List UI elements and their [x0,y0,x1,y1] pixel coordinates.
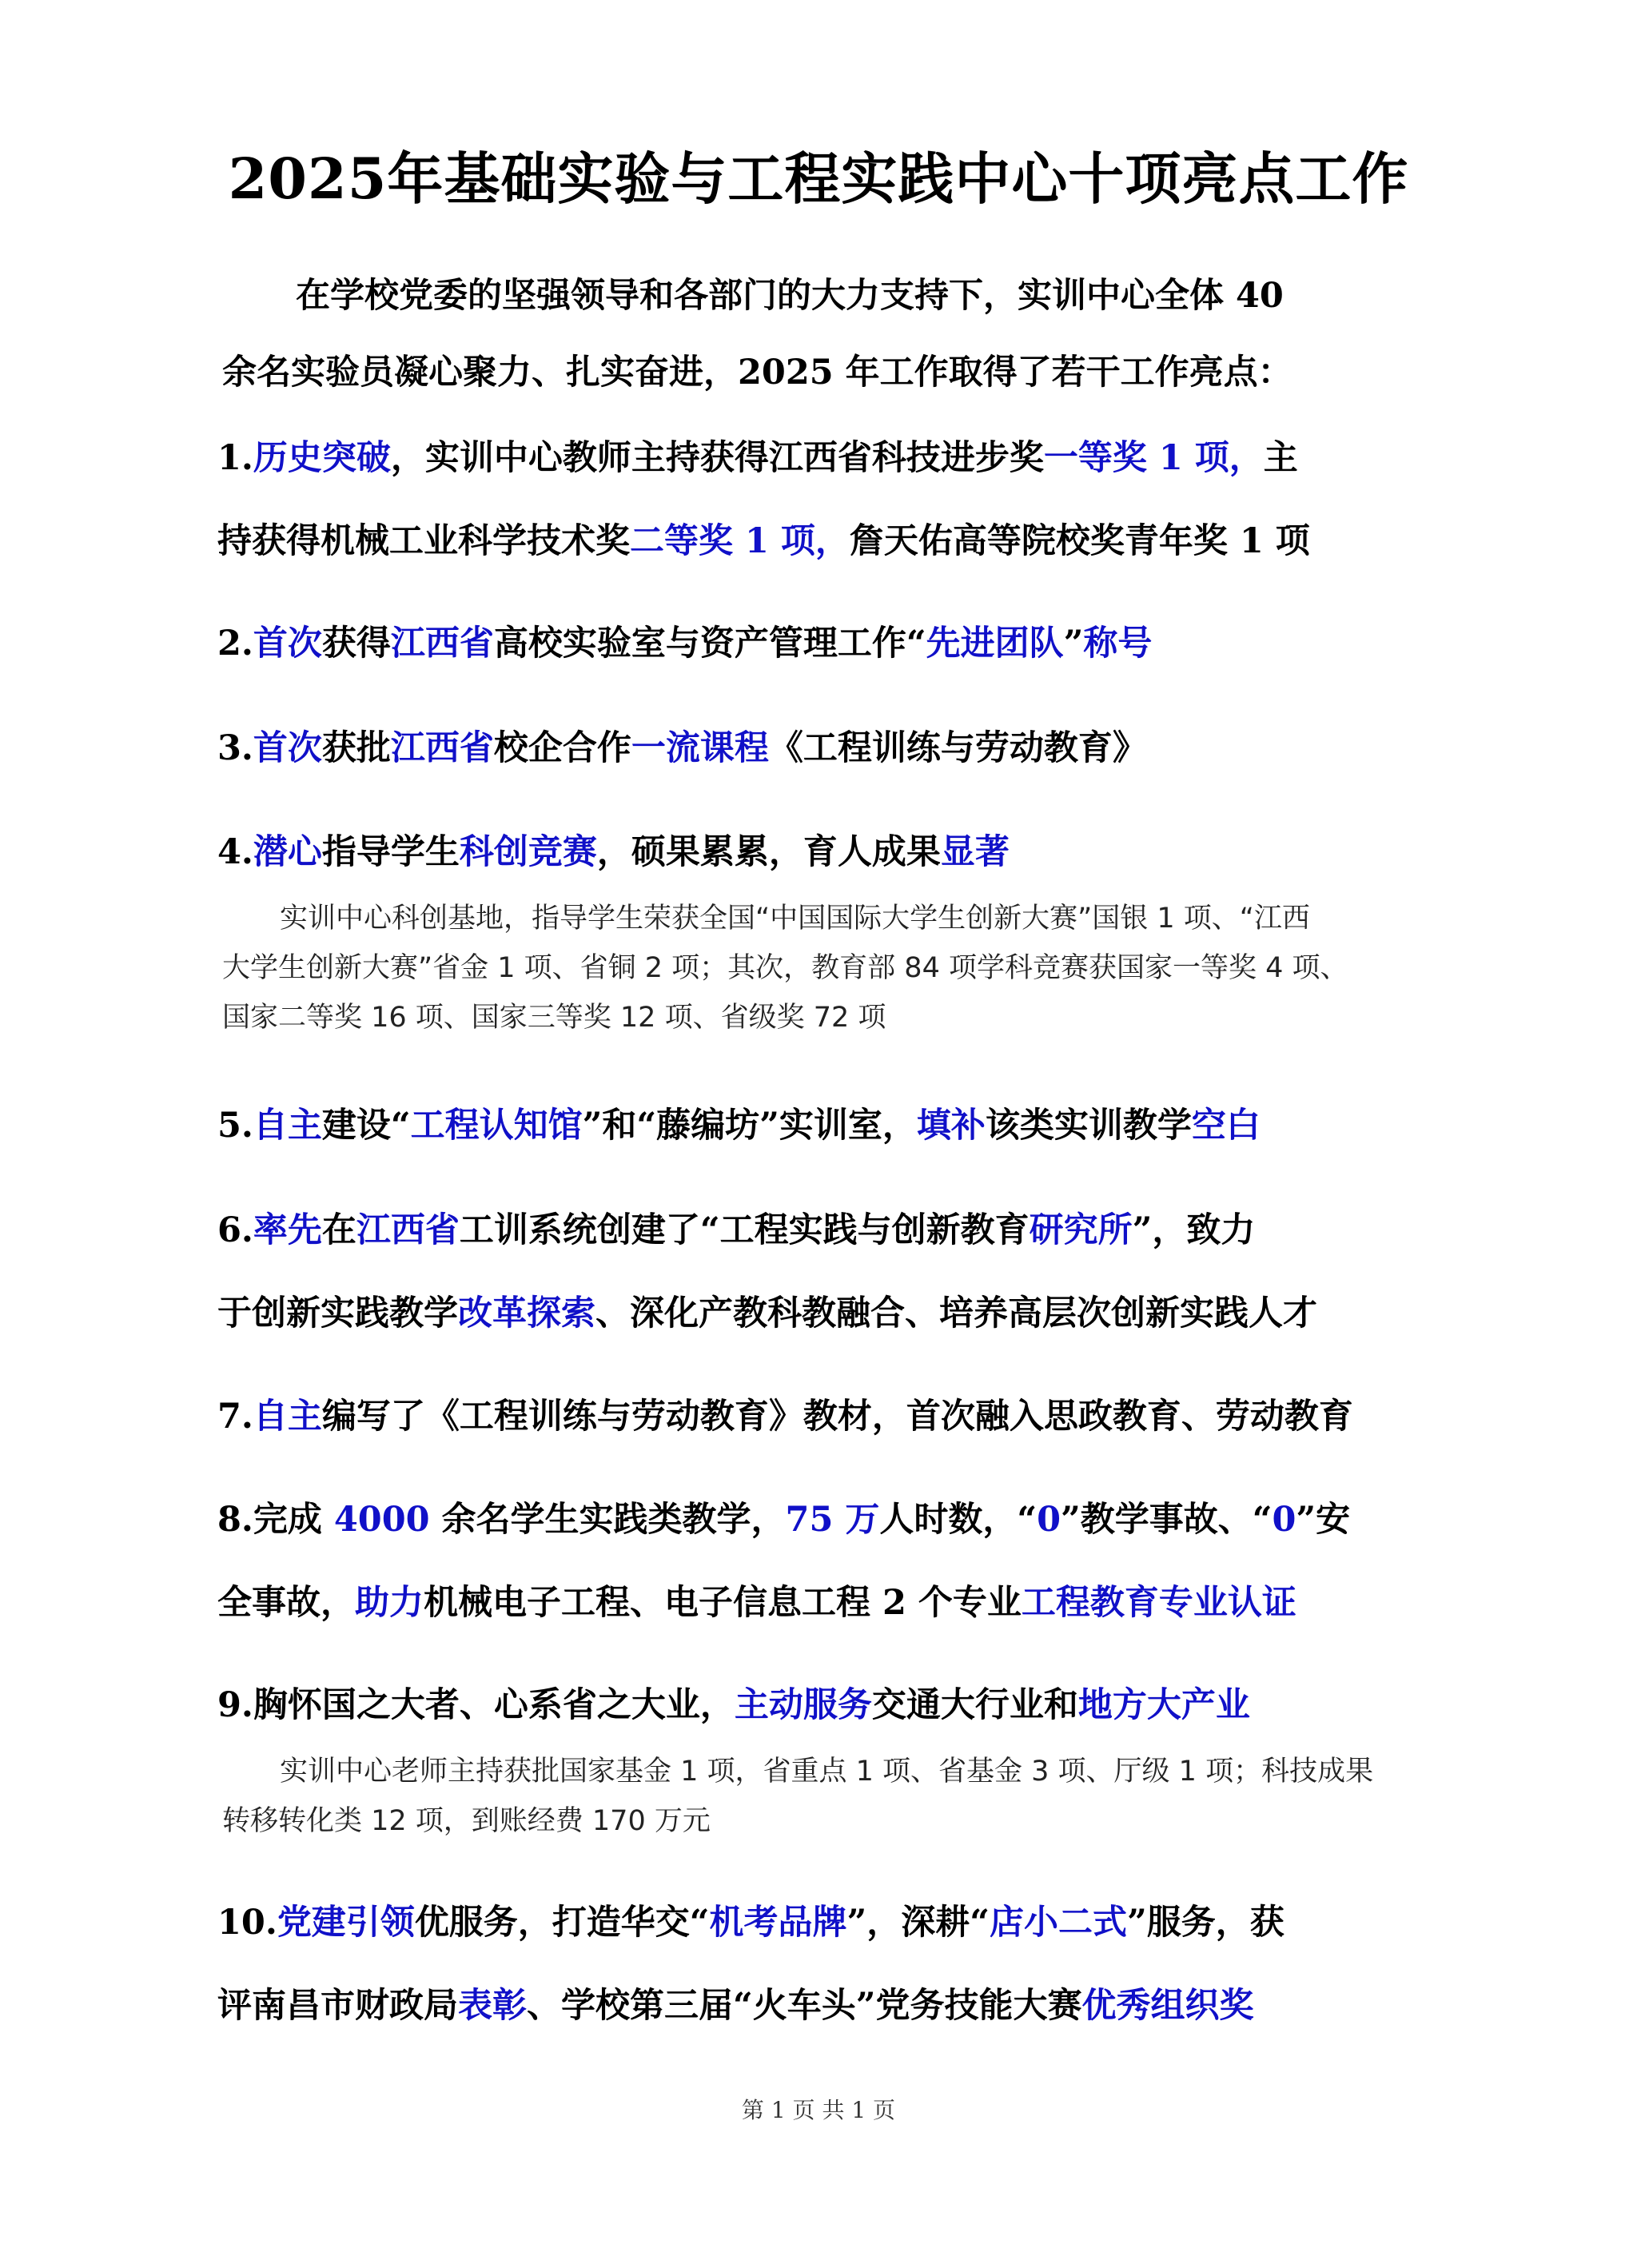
body-text: ”安 [1296,1500,1351,1540]
highlight-item-8 [217,1478,1424,1644]
item-7-line-1 [217,1375,1424,1458]
highlighted-text: 历史突破 [253,438,391,478]
body-text: 6. [217,1210,253,1250]
body-text: ”和“藤编坊”实训室， [582,1106,917,1146]
item-9-line-1 [217,1664,1424,1747]
body-text: 编写了《工程训练与劳动教育》教材，首次融入思政教育、劳动教育 [321,1397,1353,1437]
item-5-line-1 [217,1084,1424,1167]
body-text: 2. [217,624,253,664]
highlighted-text: 空白 [1191,1106,1261,1146]
highlighted-text: 首次 [253,624,322,664]
body-text: 获批 [321,728,391,768]
highlighted-text: 先进团队 [926,624,1064,664]
body-text: ”，致力 [1132,1210,1256,1250]
body-text: 工训系统创建了“工程实践与创新教育 [459,1210,1030,1250]
highlighted-text: 自主 [253,1397,322,1437]
item-8-line-1 [217,1478,1424,1561]
page-footer: 第 1 页 共 1 页 [741,2097,896,2123]
highlighted-text: 显著 [940,832,1010,872]
body-text: ，硕果累累，育人成果 [596,832,941,872]
highlighted-text: 江西省 [390,728,494,768]
highlighted-text: 工程教育专业认证 [1021,1583,1296,1623]
highlighted-text: 研究所 [1029,1210,1133,1250]
body-text: ”教学事故、“ [1061,1500,1273,1540]
body-text: 詹天佑高等院校奖青年奖 1 项 [849,521,1310,561]
page-title: 2025年基础实验与工程实践中心十项亮点工作 [228,145,1409,212]
body-text: 7. [217,1397,253,1437]
body-text: 全事故， [217,1583,355,1623]
body-text: 5. [217,1106,253,1146]
item-1-line-1 [217,417,1424,500]
item-4-line-1 [217,811,1424,894]
highlighted-text: 表彰 [458,1986,527,2026]
highlighted-text: 二等奖 1 项， [630,521,850,561]
body-text: 人时数，“ [879,1500,1038,1540]
body-text: 4. [217,832,253,872]
body-text: 《工程训练与劳动教育》 [768,728,1147,768]
highlighted-text: 改革探索 [458,1293,595,1333]
item-2-line-1 [217,602,1424,685]
highlighted-text: 潜心 [253,832,322,872]
highlight-item-1 [217,417,1424,583]
body-text: 机械电子工程、电子信息工程 2 个专业 [424,1583,1022,1623]
body-text: 1. [217,438,253,478]
highlighted-text: 75 万 [785,1500,880,1540]
body-text: ” [1063,624,1084,664]
highlighted-text: 机考品牌 [709,1903,847,1943]
body-text: 评南昌市财政局 [217,1986,458,2026]
body-text: 高校实验室与资产管理工作“ [493,624,926,664]
highlighted-text: 江西省 [390,624,494,664]
body-text: 获得 [321,624,391,664]
highlight-item-3 [217,707,1424,790]
body-text: 、深化产教科教融合、培养高层次创新实践人才 [595,1293,1317,1333]
body-text: 指导学生 [321,832,460,872]
highlight-item-10 [217,1881,1424,2047]
highlighted-text: 0 [1272,1500,1296,1540]
body-text: 主 [1263,438,1298,478]
item-8-line-2 [217,1561,1424,1644]
highlighted-text: 0 [1037,1500,1061,1540]
highlighted-text: 工程认知馆 [410,1106,583,1146]
item-10-line-2 [217,1964,1424,2047]
highlighted-text: 江西省 [356,1210,460,1250]
item-3-line-1 [217,707,1424,790]
body-text: 优服务，打造华交“ [414,1903,710,1943]
item-10-line-1 [217,1881,1424,1964]
highlighted-text: 科创竞赛 [459,832,597,872]
item-9-detail-line-1: 实训中心老师主持获批国家基金 1 项，省重点 1 项、省基金 3 项、厅级 1 项；科技成果 [280,1756,1374,1788]
body-text: ”，深耕“ [846,1903,990,1943]
item-4-detail [222,894,1429,1042]
body-text: 持获得机械工业科学技术奖 [217,521,630,561]
highlighted-text: 助力 [355,1583,424,1623]
body-text: 在 [321,1210,356,1250]
highlighted-text: 党建引领 [277,1903,415,1943]
highlighted-text: 首次 [253,728,322,768]
body-text: ，实训中心教师主持获得江西省科技进步奖 [390,438,1044,478]
body-text: 建设“ [321,1106,411,1146]
body-text: 3. [217,728,253,768]
item-9-detail [222,1747,1429,1846]
highlighted-text: 4000 [333,1500,430,1540]
highlighted-text: 一等奖 1 项， [1043,438,1264,478]
item-9-detail-line-2: 转移转化类 12 项，到账经费 170 万元 [222,1805,711,1837]
item-4-detail-line-2: 大学生创新大赛”省金 1 项、省铜 2 项；其次，教育部 84 项学科竞赛获国家一等奖 4 项、 [222,952,1348,984]
intro-line-1: 在学校党委的坚强领导和各部门的大力支持下，实训中心全体 40 [296,276,1284,316]
highlighted-text: 主动服务 [734,1685,872,1725]
highlighted-text: 优秀组织奖 [1081,1986,1254,2026]
highlighted-text: 率先 [253,1210,322,1250]
item-4-detail-line-1: 实训中心科创基地，指导学生荣获全国“中国国际大学生创新大赛”国银 1 项、“江西 [280,903,1310,935]
body-text: 于创新实践教学 [217,1293,458,1333]
item-6-line-1 [217,1189,1424,1272]
item-1-line-2 [217,500,1424,583]
body-text: 交通大行业和 [871,1685,1078,1725]
body-text: ”服务，获 [1127,1903,1285,1943]
item-4-detail-line-3: 国家二等奖 16 项、国家三等奖 12 项、省级奖 72 项 [222,1002,886,1034]
item-6-line-2 [217,1272,1424,1355]
intro-paragraph [222,257,1421,411]
highlighted-text: 一流课程 [631,728,769,768]
highlight-item-4 [217,811,1424,894]
highlight-item-7 [217,1375,1424,1458]
intro-line-2: 余名实验员凝心聚力、扎实奋进，2025 年工作取得了若干工作亮点： [222,353,1292,393]
body-text: 校企合作 [493,728,631,768]
highlight-item-5 [217,1084,1424,1167]
body-text: 9.胸怀国之大者、心系省之大业， [217,1685,735,1725]
body-text: 该类实训教学 [985,1106,1192,1146]
highlighted-text: 填补 [916,1106,986,1146]
highlighted-text: 自主 [253,1106,322,1146]
highlighted-text: 店小二式 [990,1903,1128,1943]
highlight-item-2 [217,602,1424,685]
highlighted-text: 地方大产业 [1077,1685,1250,1725]
highlight-item-9 [217,1664,1424,1747]
body-text: 余名学生实践类教学， [429,1500,786,1540]
body-text: 8.完成 [217,1500,334,1540]
highlight-item-6 [217,1189,1424,1355]
highlighted-text: 称号 [1083,624,1153,664]
body-text: 、学校第三届“火车头”党务技能大赛 [527,1986,1082,2026]
body-text: 10. [217,1903,277,1943]
